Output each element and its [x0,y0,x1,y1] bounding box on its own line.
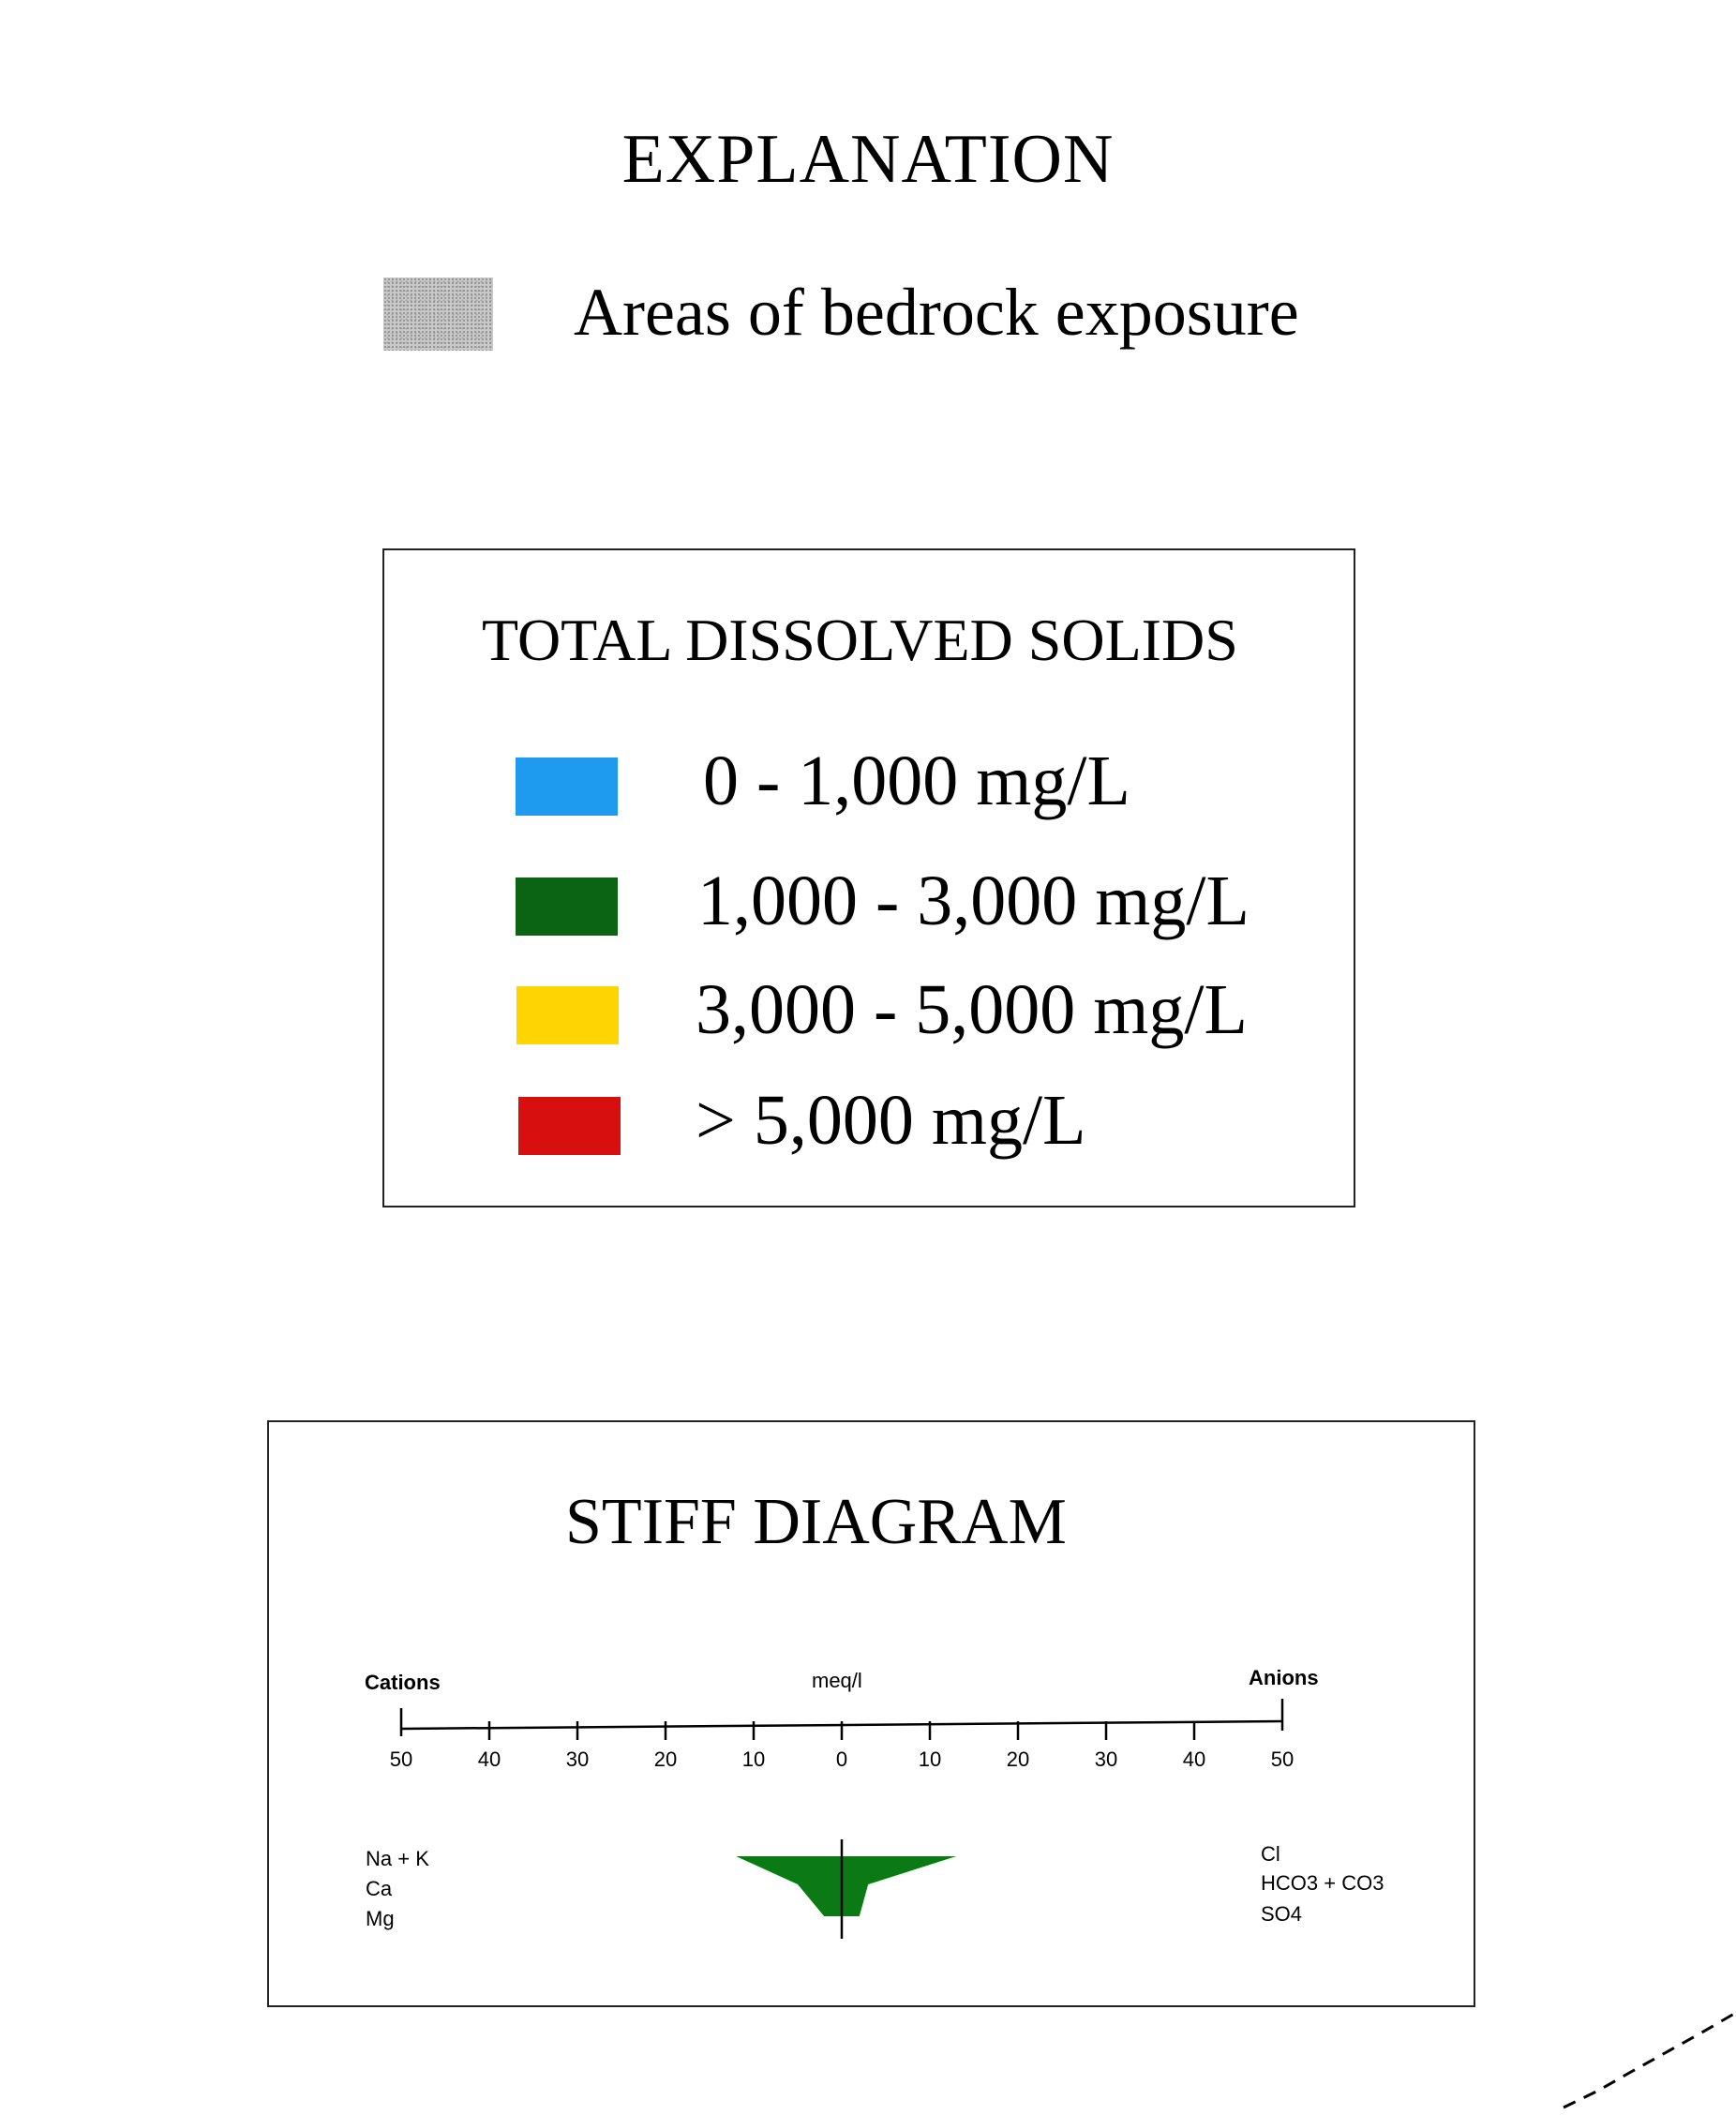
scale-tick-label: 20 [653,1748,678,1771]
cation-label-na-k: Na + K [366,1847,429,1870]
scale-tick-label: 0 [835,1748,848,1771]
anion-label-cl: Cl [1261,1842,1280,1866]
cations-label: Cations [365,1671,441,1694]
anions-label: Anions [1249,1666,1319,1689]
meq-units-label: meq/l [812,1669,862,1692]
cation-label-mg: Mg [366,1907,395,1930]
scale-tick-label: 10 [918,1748,942,1771]
anion-label-so4: SO4 [1261,1902,1303,1926]
scale-tick-label: 20 [1006,1748,1030,1771]
cation-label-ca: Ca [366,1877,393,1900]
tds-legend-title: TOTAL DISSOLVED SOLIDS [482,607,1238,673]
explanation-title: EXPLANATION [621,121,1115,198]
scale-tick-label: 40 [1182,1748,1206,1771]
scale-tick-label: 30 [565,1748,590,1771]
tds-range-label-3000-5000: 3,000 - 5,000 mg/L [696,970,1248,1049]
tds-range-label-0-1000: 0 - 1,000 mg/L [703,742,1130,820]
stiff-diagram-title: STIFF DIAGRAM [565,1486,1067,1558]
bedrock-exposure-label: Areas of bedrock exposure [574,275,1299,350]
scale-tick-label: 30 [1094,1748,1118,1771]
scale-tick-label: 40 [477,1748,501,1771]
dashed-boundary-line [1564,2014,1734,2108]
scale-tick-label: 50 [1270,1748,1295,1771]
scale-tick-label: 50 [389,1748,413,1771]
anion-label-hco3-co3: HCO3 + CO3 [1261,1871,1384,1895]
tds-range-label-1000-3000: 1,000 - 3,000 mg/L [697,862,1250,940]
scale-tick-label: 10 [741,1748,766,1771]
tds-range-label-over-5000: > 5,000 mg/L [696,1081,1086,1160]
